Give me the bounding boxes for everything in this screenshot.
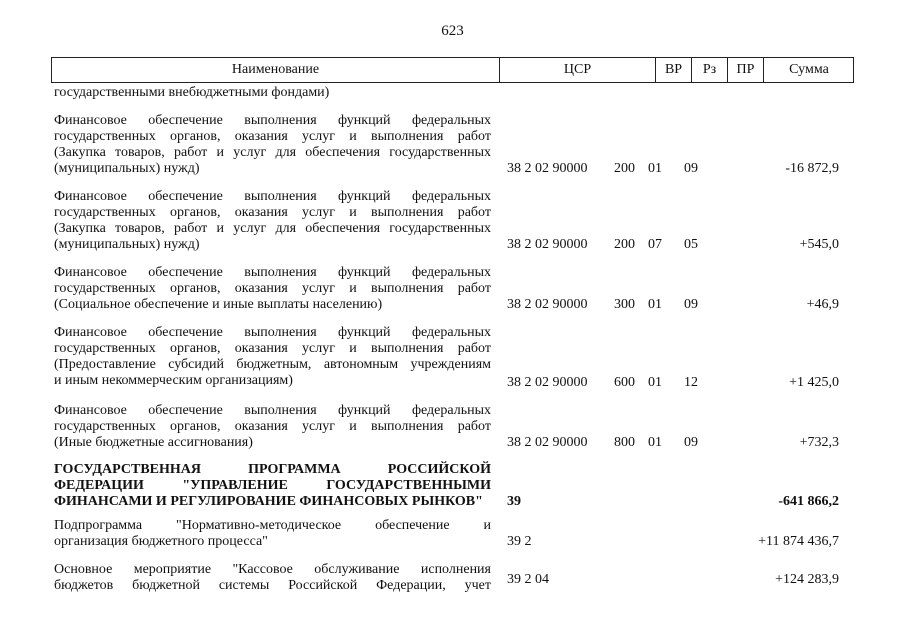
header-pr: ПР: [728, 58, 764, 82]
table-row-name: Подпрограмма "Нормативно-методическое обеспечение и организация бюджетного процесса": [54, 518, 491, 549]
row-sum: +545,0: [799, 237, 839, 252]
row-csr: 38 2 02 90000: [507, 375, 588, 390]
table-row-name: Финансовое обеспечение выполнения функций федеральных государственных органов, оказания услуг и выполнения работ (Закупка товаров, работ и услуг для обеспечения государственных (муниципальных) нужд): [54, 113, 491, 176]
row-sum: -16 872,9: [785, 161, 839, 176]
header-rz: Рз: [692, 58, 728, 82]
row-csr: 39 2 04: [507, 572, 549, 587]
header-csr: ЦСР: [500, 58, 656, 82]
table-row-name: Финансовое обеспечение выполнения функций федеральных государственных органов, оказания услуг и выполнения работ (Предоставление субсидий бюджетным, автономным учреждениям и иным некоммерческим организациям): [54, 325, 491, 388]
row-sum: +1 425,0: [789, 375, 839, 390]
page-number: 623: [441, 23, 464, 39]
row-csr: 38 2 02 90000: [507, 435, 588, 450]
row-pr: 09: [684, 161, 698, 176]
table-row-name: Финансовое обеспечение выполнения функций федеральных государственных органов, оказания услуг и выполнения работ (Иные бюджетные ассигнования): [54, 403, 491, 450]
program-title: ГОСУДАРСТВЕННАЯ ПРОГРАММА РОССИЙСКОЙ ФЕДЕРАЦИИ "УПРАВЛЕНИЕ ГОСУДАРСТВЕННЫМИ ФИНАНСАМИ И РЕГУЛИРОВАНИЕ ФИНАНСОВЫХ РЫНКОВ": [54, 462, 491, 509]
header-name: Наименование: [52, 58, 500, 82]
row-vr: 600: [614, 375, 635, 390]
row-rz: 01: [648, 161, 662, 176]
row-rz: 07: [648, 237, 662, 252]
row-vr: 200: [614, 237, 635, 252]
row-csr: 39: [507, 494, 521, 509]
row-csr: 38 2 02 90000: [507, 297, 588, 312]
row-vr: 300: [614, 297, 635, 312]
header-sum: Сумма: [789, 62, 829, 77]
row-pr: 12: [684, 375, 698, 390]
row-sum: +46,9: [806, 297, 839, 312]
row-rz: 01: [648, 375, 662, 390]
row-sum: +11 874 436,7: [758, 534, 839, 549]
row-sum: +732,3: [799, 435, 839, 450]
row-csr: 38 2 02 90000: [507, 161, 588, 176]
row-pr: 09: [684, 297, 698, 312]
row-csr: 39 2: [507, 534, 532, 549]
row-csr: 38 2 02 90000: [507, 237, 588, 252]
row-rz: 01: [648, 297, 662, 312]
header-vr: ВР: [656, 58, 692, 82]
row-pr: 09: [684, 435, 698, 450]
row-vr: 200: [614, 161, 635, 176]
row-sum: +124 283,9: [775, 572, 839, 587]
table-row-name: Основное мероприятие "Кассовое обслуживание исполнения бюджетов бюджетной системы Российской Федерации, учет: [54, 562, 491, 593]
row-sum: -641 866,2: [778, 494, 839, 509]
row-pr: 05: [684, 237, 698, 252]
continuation-text: государственными внебюджетными фондами): [54, 85, 330, 100]
table-header: [51, 57, 854, 83]
table-row-name: Финансовое обеспечение выполнения функций федеральных государственных органов, оказания услуг и выполнения работ (Закупка товаров, работ и услуг для обеспечения государственных (муниципальных) нужд): [54, 189, 491, 252]
row-rz: 01: [648, 435, 662, 450]
row-vr: 800: [614, 435, 635, 450]
table-row-name: Финансовое обеспечение выполнения функций федеральных государственных органов, оказания услуг и выполнения работ (Социальное обеспечение и иные выплаты населению): [54, 265, 491, 312]
